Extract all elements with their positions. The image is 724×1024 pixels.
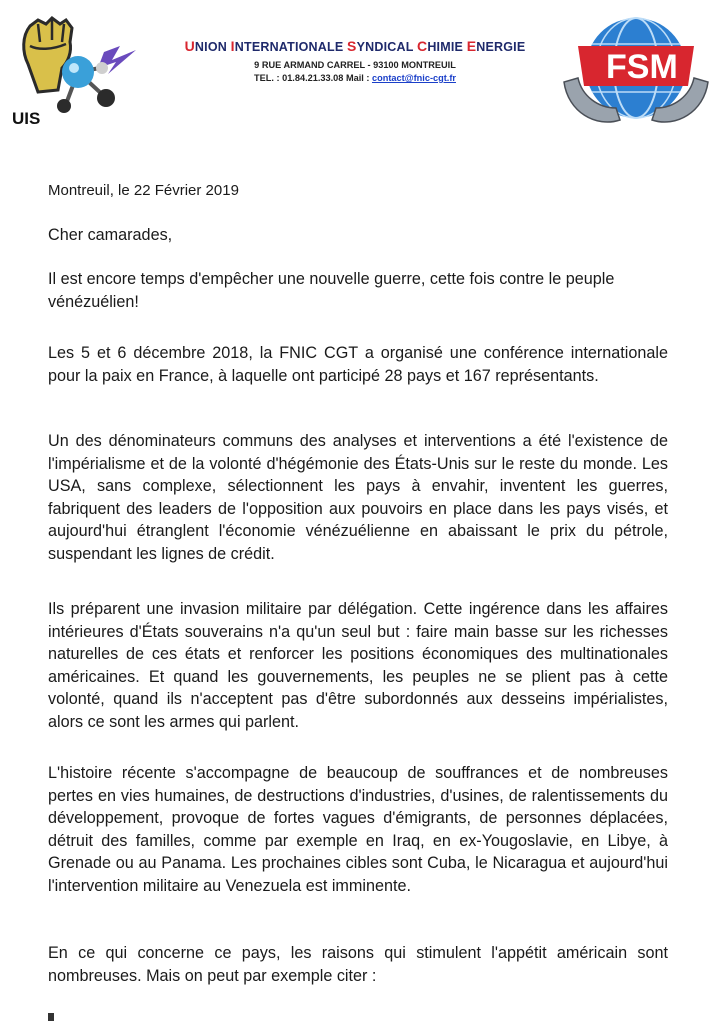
organization-contact [170,73,540,83]
letter-greeting: Cher camarades, [48,226,173,244]
fsm-logo-text: FSM [606,48,678,86]
organization-address: 9 RUE ARMAND CARREL - 93100 MONTREUIL [254,60,456,70]
organization-header [170,38,540,83]
molecule-icon [57,56,115,113]
letter-paragraph-2: Les 5 et 6 décembre 2018, la FNIC CGT a organisé une conférence internationale pour la paix en France, à laquelle ont participé 28 pays et 167 représentants. [48,344,668,385]
phone-and-mail-label: TEL. : 01.84.21.33.08 Mail : [254,73,372,83]
uis-fist-logo [8,12,148,130]
letter-paragraph-6: En ce qui concerne ce pays, les raisons qui stimulent l'appétit américain sont nombreuses. Mais on peut par exemple citer : [48,944,668,985]
contact-email-link[interactable]: contact@fnic-cgt.fr [371,73,456,83]
letterhead [0,0,724,140]
letter-paragraph-1: Il est encore temps d'empêcher une nouvelle guerre, cette fois contre le peuple vénézuélien! [48,270,615,311]
letter-paragraph-3: Un des dénominateurs communs des analyses et interventions a été l'existence de l'impérialisme et de la volonté d'hégémonie des États-Unis sur le reste du monde. Les USA, sans complexe, sélectionnent les pays à envahir, inventent les guerres, fabriquent des leaders de l'opposition aux pouvoirs en place dans les pays visés, et aujourd'hui étranglent l'économie vénézuélienne en abaissant le prix du pétrole, suspendant les lignes de crédit. [48,432,668,563]
fsm-logo [556,12,716,132]
letter-paragraph-5: L'histoire récente s'accompagne de beaucoup de souffrances et de nombreuses pertes en vies humaines, de destructions d'industries, d'usines, de ralentissements du développement, provoque de fortes vagues d'émigrants, de personnes déplacées, détruit des familles, comme par exemple en Iraq, en ex-Yougoslavie, en Libye, à Grenade ou au Panama. Les prochaines cibles sont Cuba, le Nicaragua et aujourd'hui l'intervention militaire au Venezuela est imminente. [48,764,668,895]
bullet-marker-cutoff [48,1013,54,1021]
letter-paragraph-4: Ils préparent une invasion militaire par délégation. Cette ingérence dans les affaires intérieures d'États souverains n'a qu'un seul but : faire main basse sur les richesses naturelles de ces états et renforcer les positions économiques des multinationales américaines. Et quand les gouvernements, les peuples ne se plient pas à cette volonté, quand ils n'acceptent pas d'être subordonnés aux desseins impérialistes, alors ce sont les armes qui parlent. [48,600,668,731]
organization-name: UNION INTERNATIONALE SYNDICAL CHIMIE ENERGIE [184,38,526,54]
letter-date: Montreuil, le 22 Février 2019 [48,182,239,199]
uis-logo-text: UIS [12,109,41,128]
